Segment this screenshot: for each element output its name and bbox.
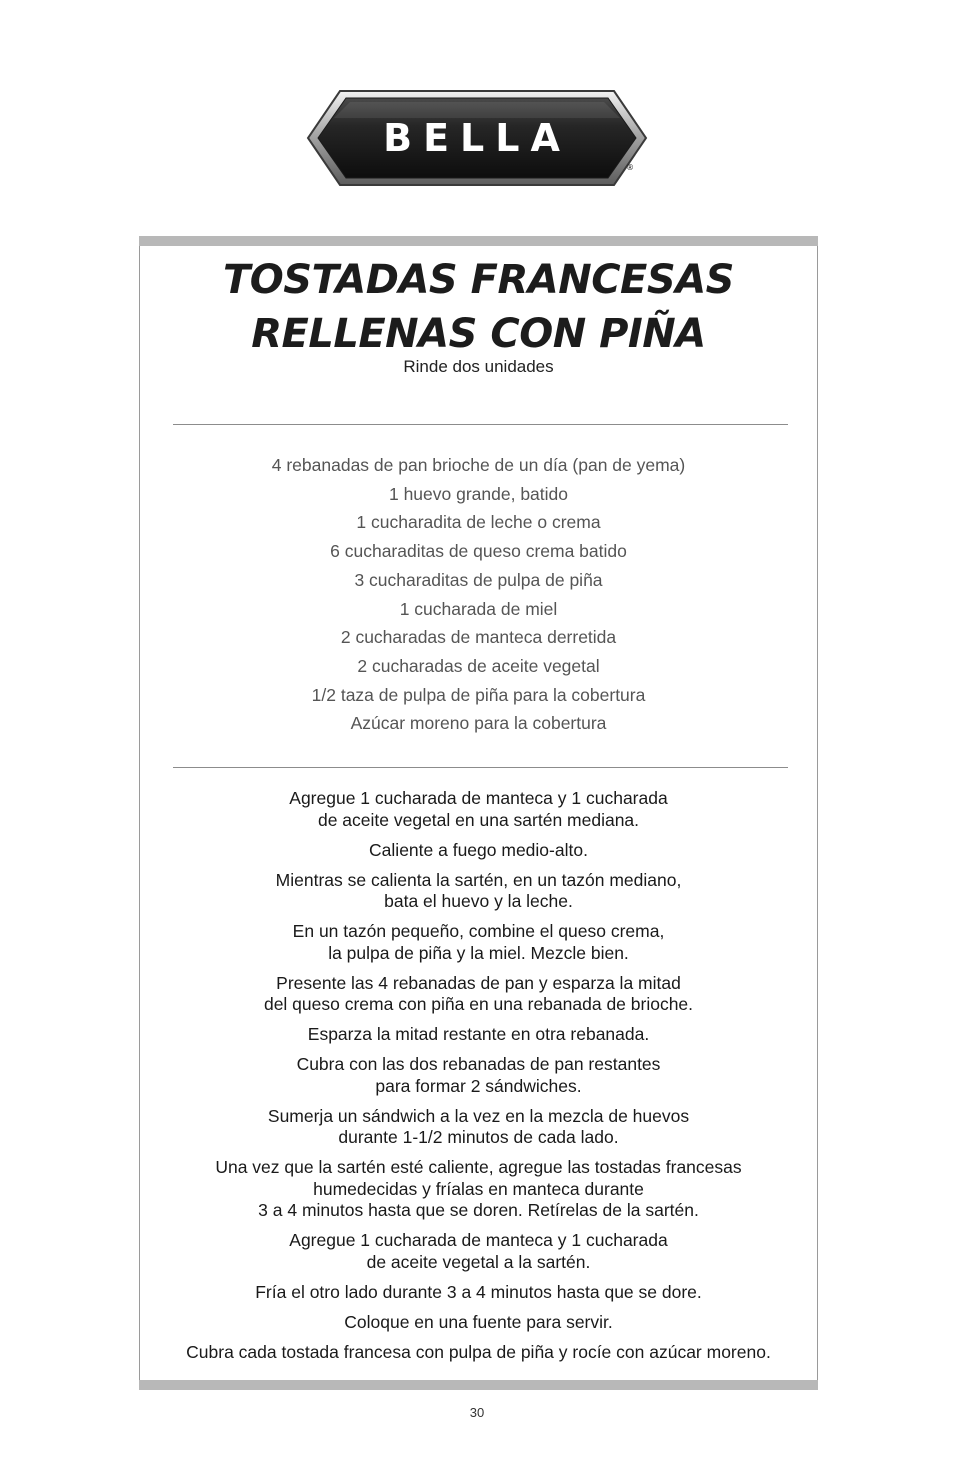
instruction-line: del queso crema con piña en una rebanada de brioche. — [263, 994, 694, 1014]
instruction-line: Cubra con las dos rebanadas de pan restantes — [296, 1054, 661, 1074]
ingredient-item: 2 cucharadas de manteca derretida — [340, 627, 617, 648]
instruction-step — [140, 921, 817, 964]
top-gray-bar — [139, 236, 818, 246]
registered-trademark-mark: ® — [626, 163, 634, 172]
ingredient-item: 2 cucharadas de aceite vegetal — [357, 655, 600, 676]
ingredient-item: 1/2 taza de pulpa de piña para la cobertura — [311, 684, 646, 705]
instruction-line: durante 1-1/2 minutos de cada lado. — [338, 1127, 619, 1147]
bella-logo — [306, 88, 648, 190]
instruction-line: Agregue 1 cucharada de manteca y 1 cucharada — [289, 788, 668, 808]
instruction-line: de aceite vegetal a la sartén. — [366, 1251, 591, 1272]
recipe-yield: Rinde dos unidades — [403, 357, 554, 376]
instruction-step — [140, 1106, 817, 1149]
instruction-step — [140, 870, 817, 913]
ingredient-item: 3 cucharaditas de pulpa de piña — [354, 569, 603, 590]
bottom-gray-bar — [139, 1380, 818, 1390]
instruction-step — [140, 1230, 817, 1273]
instruction-line: Sumerja un sándwich a la vez en la mezcla de huevos — [267, 1105, 690, 1126]
recipe-title-line-2: RELLENAS CON PIÑA — [251, 311, 706, 357]
recipe-title-line-1: TOSTADAS FRANCESAS — [223, 257, 734, 303]
instruction-step — [140, 973, 817, 1016]
recipe-card — [139, 236, 818, 1390]
ingredients-list — [140, 451, 817, 738]
instruction-line: Presente las 4 rebanadas de pan y esparza la mitad — [276, 972, 681, 993]
divider-top — [173, 424, 788, 425]
instruction-step — [140, 1157, 817, 1222]
instructions-list — [140, 788, 817, 1372]
ingredient-item: 1 huevo grande, batido — [388, 483, 569, 504]
ingredient-item: 4 rebanadas de pan brioche de un día (pan de yema) — [271, 455, 686, 475]
instruction-step — [140, 1312, 817, 1334]
ingredient-item: Azúcar moreno para la cobertura — [350, 713, 607, 734]
instruction-line: humedecidas y fríalas en manteca durante — [313, 1178, 644, 1199]
ingredient-item: 1 cucharada de miel — [399, 598, 558, 619]
instruction-line: Fría el otro lado durante 3 a 4 minutos hasta que se dore. — [255, 1281, 702, 1302]
instruction-line: bata el huevo y la leche. — [384, 891, 573, 911]
instruction-step — [140, 1024, 817, 1046]
instruction-step — [140, 1054, 817, 1097]
page-number: 30 — [469, 1405, 485, 1420]
logo-wordmark: BELLA — [383, 116, 571, 160]
instruction-line: Esparza la mitad restante en otra rebanada. — [307, 1024, 650, 1044]
ingredient-item: 6 cucharaditas de queso crema batido — [330, 541, 627, 562]
instruction-line: la pulpa de piña y la miel. Mezcle bien. — [328, 942, 629, 963]
instruction-line: En un tazón pequeño, combine el queso crema, — [292, 921, 665, 941]
recipe-title — [140, 253, 817, 361]
instruction-line: Cubra cada tostada francesa con pulpa de piña y rocíe con azúcar moreno. — [186, 1341, 771, 1362]
instruction-line: 3 a 4 minutos hasta que se doren. Retírelas de la sartén. — [258, 1200, 699, 1220]
instruction-line: Mientras se calienta la sartén, en un tazón mediano, — [275, 869, 682, 890]
ingredient-item: 1 cucharadita de leche o crema — [356, 512, 601, 533]
divider-bottom — [173, 767, 788, 768]
instruction-line: Caliente a fuego medio-alto. — [369, 839, 588, 860]
instruction-line: para formar 2 sándwiches. — [375, 1075, 582, 1096]
instruction-step — [140, 1282, 817, 1304]
instruction-line: Coloque en una fuente para servir. — [344, 1311, 613, 1332]
instruction-line: de aceite vegetal en una sartén mediana. — [317, 809, 640, 830]
instruction-line: Agregue 1 cucharada de manteca y 1 cucharada — [289, 1230, 668, 1250]
instruction-line: Una vez que la sartén esté caliente, agregue las tostadas francesas — [215, 1157, 742, 1177]
instruction-step — [140, 840, 817, 862]
instruction-step — [140, 788, 817, 831]
instruction-step — [140, 1342, 817, 1364]
